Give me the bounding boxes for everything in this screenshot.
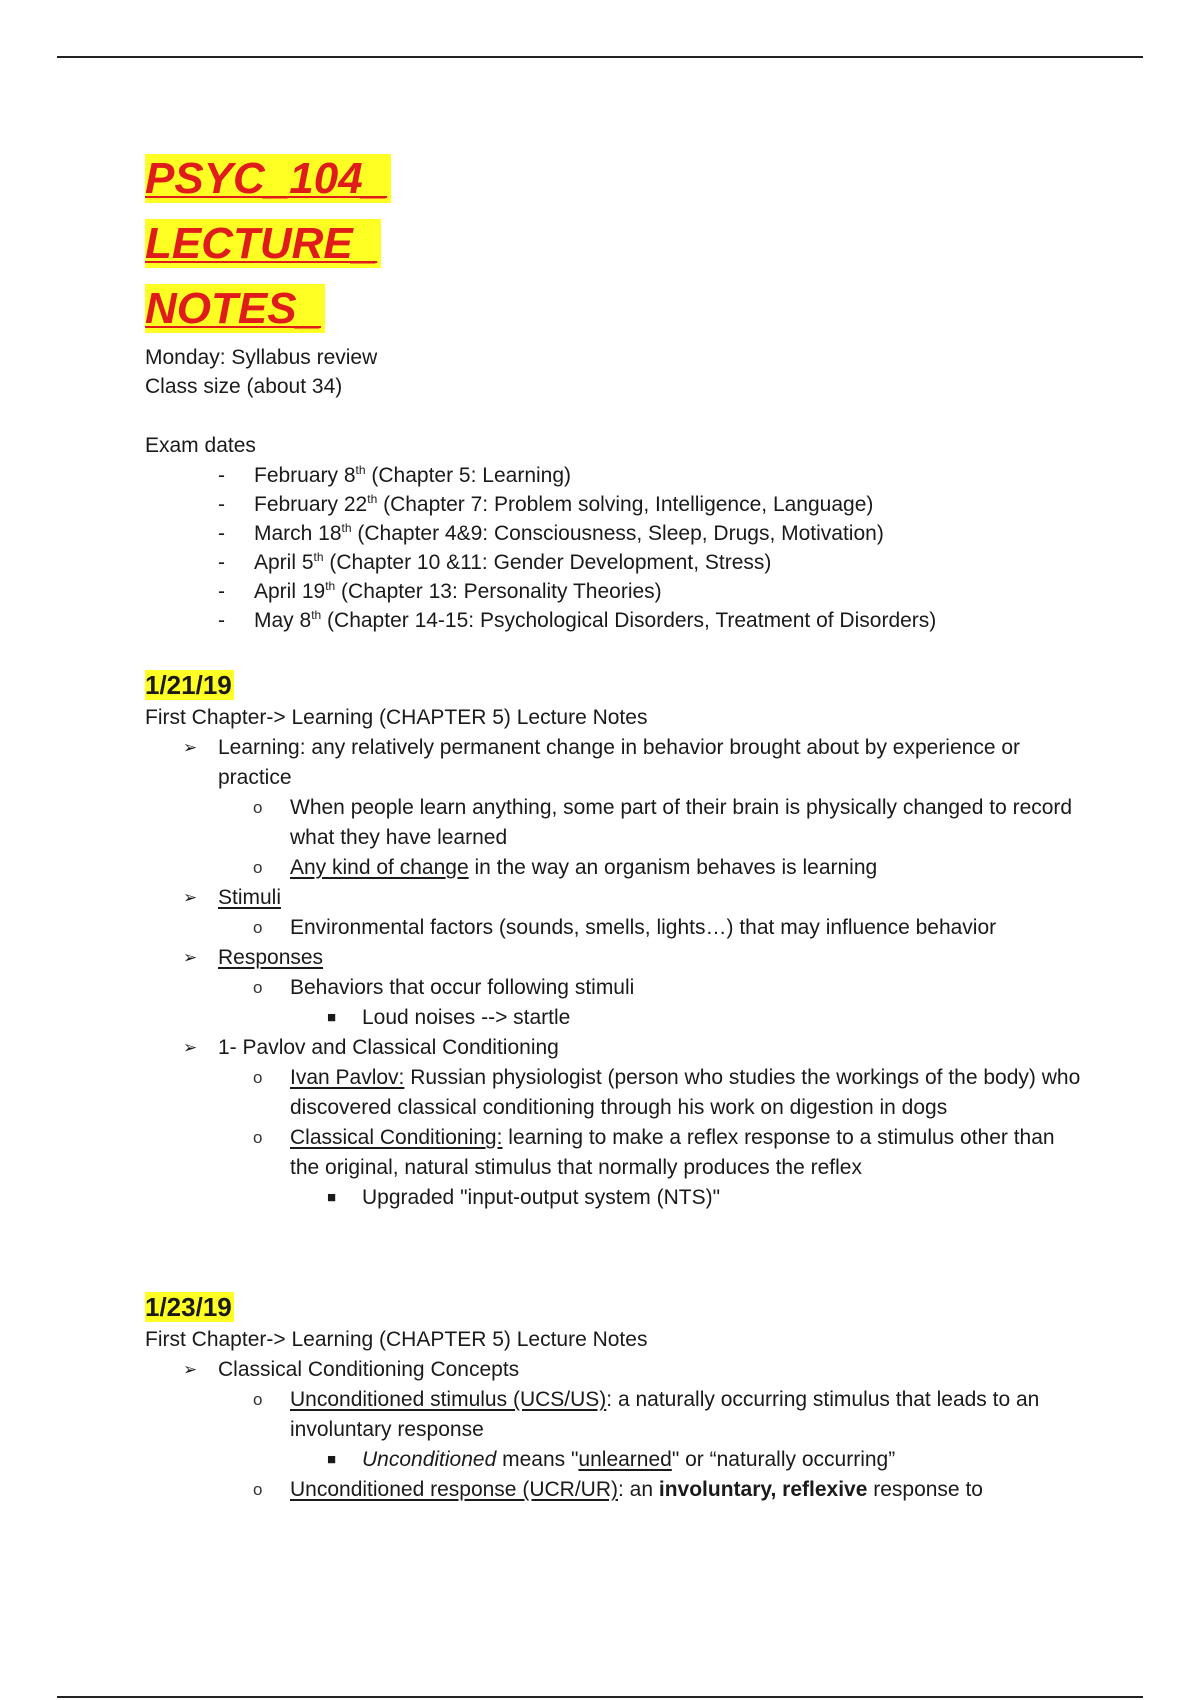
exam-date-item [145,490,1085,519]
dash-marker: - [218,464,225,487]
outline-item [145,1123,1085,1183]
dash-marker: - [218,522,225,545]
outline-text: response to [867,1478,983,1501]
outline-item [145,943,1085,973]
exam-month: March 18 [254,522,342,545]
outline-term: Classical Conditioning: [290,1126,503,1149]
section-subtitle: First Chapter-> Learning (CHAPTER 5) Lecture Notes [145,1328,648,1351]
outline-term: Any kind of change [290,856,469,879]
outline-text: Environmental factors (sounds, smells, lights…) that may influence behavior [290,916,997,939]
outline-item [145,733,1085,793]
section-date-text: 1/23/19 [145,1292,232,1322]
page-content [145,146,1085,1505]
outline-text: : an [617,1478,659,1501]
outline-term: Ivan Pavlov: [290,1066,405,1089]
exam-month: February 8 [254,464,356,487]
outline-text: 1- Pavlov and Classical Conditioning [218,1036,559,1059]
outline-term: Stimuli [218,886,282,909]
exam-dates-label: Exam dates [145,434,256,457]
circle-bullet-icon: o [253,858,263,877]
exam-month: February 22 [254,493,368,516]
title-line-1: PSYC_104_ [145,154,391,203]
outline-item [145,1183,1085,1213]
outline-text: means " [496,1448,579,1471]
outline-term: Unconditioned response (UCR/UR) [290,1478,618,1501]
outline-term: unlearned [578,1448,672,1471]
outline-text: When people learn anything, some part of their brain is physically changed to record what they have learned [290,796,1073,849]
outline-text: Behaviors that occur following stimuli [290,976,635,999]
outline-text: Russian physiologist (person who studies the workings of the body) who discovered classical conditioning through his work on digestion in dogs [290,1066,1081,1119]
outline-text: Upgraded "input-output system (NTS)" [362,1186,721,1209]
outline-item [145,1033,1085,1063]
square-bullet-icon: ■ [327,1189,337,1206]
outline-item [145,1063,1085,1123]
exam-desc: (Chapter 14-15: Psychological Disorders, Treatment of Disorders) [321,609,937,632]
outline-item [145,1475,1085,1505]
section-subtitle: First Chapter-> Learning (CHAPTER 5) Lecture Notes [145,706,648,729]
exam-desc: (Chapter 4&9: Consciousness, Sleep, Drugs, Motivation) [351,522,884,545]
circle-bullet-icon: o [253,1128,263,1147]
circle-bullet-icon: o [253,978,263,997]
top-rule [57,56,1143,58]
exam-date-item [145,606,1085,635]
arrow-bullet-icon: ➢ [183,738,198,757]
outline-text: : a naturally occurring stimulus that leads to an involuntary response [290,1388,1040,1441]
exam-dates-list [145,461,1085,635]
outline-bold: involuntary, reflexive [658,1478,868,1501]
dash-marker: - [218,580,225,603]
exam-date-item [145,577,1085,606]
square-bullet-icon: ■ [327,1009,337,1026]
dash-marker: - [218,493,225,516]
dash-marker: - [218,551,225,574]
outline-text: in the way an organism behaves is learning [468,856,878,879]
outline-text: Classical Conditioning Concepts [218,1358,520,1381]
exam-desc: (Chapter 5: Learning) [365,464,572,487]
exam-date-item [145,548,1085,577]
square-bullet-icon: ■ [327,1451,337,1468]
exam-month: April 19 [254,580,326,603]
outline-text: Loud noises --> startle [362,1006,571,1029]
exam-desc: (Chapter 7: Problem solving, Intelligence, Language) [377,493,874,516]
circle-bullet-icon: o [253,798,263,817]
outline-term: Unconditioned stimulus (UCS/US) [290,1388,607,1411]
arrow-bullet-icon: ➢ [183,888,198,907]
arrow-bullet-icon: ➢ [183,1360,198,1379]
exam-date-item [145,519,1085,548]
arrow-bullet-icon: ➢ [183,1038,198,1057]
outline-text: " or “naturally occurring” [671,1448,896,1471]
outline-item [145,913,1085,943]
outline-item [145,973,1085,1003]
bottom-rule [57,1696,1143,1698]
outline-italic: Unconditioned [362,1448,497,1471]
outline-item [145,883,1085,913]
intro-text: Monday: Syllabus review Class size (about 34) [145,346,378,398]
outline-text: Learning: any relatively permanent change in behavior brought about by experience or practice [218,736,1021,789]
outline-item [145,853,1085,883]
outline-text: learning to make a reflex response to a stimulus other than the original, natural stimulus that normally produces the reflex [290,1126,1055,1179]
outline-item [145,1355,1085,1385]
exam-sup: th [325,579,336,593]
circle-bullet-icon: o [253,1390,263,1409]
exam-sup: th [313,550,324,564]
exam-month: April 5 [254,551,314,574]
dash-marker: - [218,609,225,632]
outline-item [145,1003,1085,1033]
outline-item [145,793,1085,853]
exam-desc: (Chapter 13: Personality Theories) [335,580,662,603]
section-date-heading [145,667,1085,703]
arrow-bullet-icon: ➢ [183,948,198,967]
page-title [145,146,395,341]
exam-month: May 8 [254,609,312,632]
title-line-3: NOTES_ [145,284,325,333]
circle-bullet-icon: o [253,1068,263,1087]
section-date-heading [145,1289,1085,1325]
outline-item [145,1445,1085,1475]
exam-sup: th [367,492,378,506]
title-line-2: LECTURE_ [145,219,381,268]
circle-bullet-icon: o [253,918,263,937]
exam-sup: th [341,521,352,535]
exam-sup: th [355,463,366,477]
outline-term: Responses [218,946,324,969]
outline-item [145,1385,1085,1445]
circle-bullet-icon: o [253,1480,263,1499]
exam-desc: (Chapter 10 &11: Gender Development, Stress) [323,551,772,574]
exam-sup: th [311,608,322,622]
exam-date-item [145,461,1085,490]
section-date-text: 1/21/19 [145,670,232,700]
